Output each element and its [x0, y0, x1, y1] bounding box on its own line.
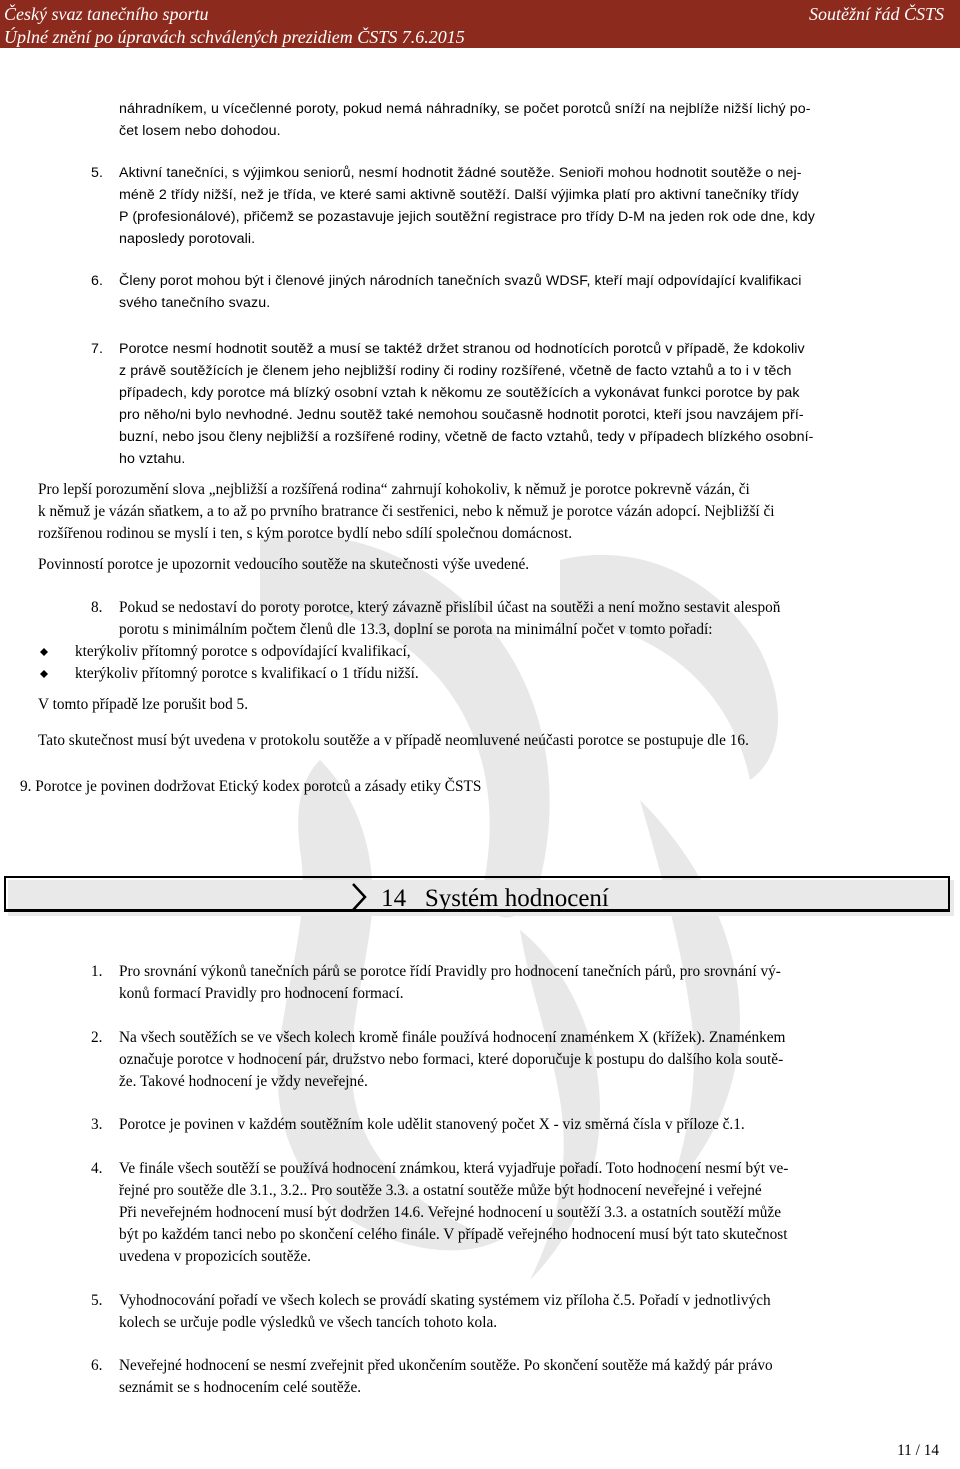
text-line: uvedena v propozicích soutěže. — [119, 1248, 311, 1265]
text-line: Ve finále všech soutěží se používá hodnocení známkou, která vyjadřuje pořadí. Toto hodnocení nesmí být ve- — [119, 1160, 789, 1177]
organization-name: Český svaz tanečního sportu — [4, 4, 209, 24]
item-number: 8. — [91, 599, 103, 616]
section-number: 14 — [381, 885, 407, 912]
text-line: že. Takové hodnocení je vždy neveřejné. — [119, 1073, 368, 1090]
text-line: pro něho/ni bylo nevhodné. Jednu soutěž také nemohou současně hodnotit porotci, kteří jsou navzájem pří- — [119, 407, 804, 423]
item-number: 1. — [91, 963, 103, 980]
text-line: seznámit se s hodnocením celé soutěže. — [119, 1379, 362, 1396]
text-line: Členy porot mohou být i členové jiných národních tanečních svazů WDSF, kteří mají odpovídající kvalifikaci — [119, 273, 802, 289]
text-line: svého tanečního svazu. — [119, 295, 271, 311]
text-line: Pro srovnání výkonů tanečních párů se porotce řídí Pravidly pro hodnocení tanečních párů, pro srovnání vý- — [119, 963, 781, 980]
list-item — [91, 270, 947, 314]
text-line: Aktivní tanečníci, s výjimkou seniorů, nesmí hodnotit žádné soutěže. Senioři mohou hodnotit soutěže o nej- — [119, 165, 802, 181]
item-number: 2. — [91, 1029, 103, 1046]
item-number: 4. — [91, 1160, 103, 1177]
list-item — [91, 597, 947, 641]
text-line: buzní, nebo jsou členy nejbližší a rozšířené rodiny, včetně de facto vztahů, tedy v případech blízkého osobní- — [119, 429, 814, 445]
list-item — [91, 1114, 947, 1136]
duty-paragraph: Povinností porotce je upozornit vedoucího soutěže na skutečnosti výše uvedené. — [38, 556, 530, 573]
list-item — [91, 162, 947, 250]
text-line: Pro lepší porozumění slova „nejbližší a rozšířená rodina“ zahrnují kohokoliv, k němuž je porotce pokrevně vázán, či — [38, 481, 750, 498]
text-line: P (profesionálové), přičemž se pozastavuje jejich soutěžní registrace pro třídy D-M na jeden rok ode dne, kdy — [119, 209, 815, 225]
item-number: 5. — [91, 1292, 103, 1309]
list-item — [91, 1158, 947, 1268]
page-number: 11 / 14 — [897, 1442, 939, 1459]
text-line: označuje porotce v hodnocení pár, družstvo nebo formaci, které doporučuje k postupu do dalšího kola soutě- — [119, 1051, 784, 1068]
item-number: 5. — [91, 165, 104, 181]
continuation-paragraph — [119, 98, 945, 142]
list-item — [91, 1355, 947, 1399]
text-line: Vyhodnocování pořadí ve všech kolech se provádí skating systémem viz příloha č.5. Pořadí v jednotlivých — [119, 1292, 771, 1309]
text-line: Při neveřejném hodnocení musí být dodržen 14.6. Veřejné hodnocení u soutěží 3.3. a ostatních soutěží může — [119, 1204, 781, 1221]
document-title: Soutěžní řád ČSTS — [808, 4, 944, 24]
text-line: Porotce nesmí hodnotit soutěž a musí se taktéž držet stranou od hodnotících porotců v případě, že kdokoliv — [119, 341, 805, 357]
page-header — [0, 0, 960, 48]
list-item — [91, 1290, 947, 1334]
list-item — [91, 338, 947, 470]
text-line: náhradníkem, u vícečlenné poroty, pokud nemá náhradníky, se počet porotců sníží na nejblíže nižší lichý po- — [119, 101, 811, 117]
document-version-note: Úplné znění po úpravách schválených prezidiem ČSTS 7.6.2015 — [4, 27, 465, 47]
text-line: řejné pro soutěže dle 3.1., 3.2.. Pro soutěže 3.3. a ostatní soutěže může být hodnocení neveřejné i veřejné — [119, 1182, 762, 1199]
text-line: méně 2 třídy nižší, než je třída, ve které sami aktivně soutěží. Další výjimka platí pro aktivní tanečníky třídy — [119, 187, 799, 203]
text-line: k němuž je vázán sňatkem, a to až po prvního bratrance či sestřenici, nebo k němuž je porotce vázán adopcí. Nejbližší či — [38, 503, 775, 520]
text-line: kolech se určuje podle výsledků ve všech tancích tohoto kola. — [119, 1314, 498, 1331]
exception-note: V tomto případě lze porušit bod 5. — [38, 696, 249, 713]
item-number: 7. — [91, 341, 104, 357]
text-line: rozšířenou rodinou se myslí i ten, s kým porotce bydlí nebo sdílí společnou domácnost. — [38, 525, 573, 542]
text-line: být po každém tanci nebo po skončení celého finále. V případě veřejného hodnocení musí být tato skutečnost — [119, 1226, 788, 1243]
list-item — [91, 1027, 947, 1093]
item-number: 3. — [91, 1116, 103, 1133]
heading-arrow-icon — [351, 882, 367, 912]
text-line: naposledy porotovali. — [119, 231, 256, 247]
text-line: Neveřejné hodnocení se nesmí zveřejnit před ukončením soutěže. Po skončení soutěže má každý pár právo — [119, 1357, 773, 1374]
text-line: případech, kdy porotce má blízký osobní vztah k někomu ze soutěžících a vykonávat funkci porotce by pak — [119, 385, 800, 401]
text-line: konů formací Pravidly pro hodnocení formací. — [119, 985, 404, 1002]
bullet-text: kterýkoliv přítomný porotce s kvalifikací o 1 třídu nižší. — [75, 665, 419, 682]
item-number: 6. — [91, 273, 104, 289]
bullet-text: kterýkoliv přítomný porotce s odpovídající kvalifikací, — [75, 643, 411, 660]
protocol-note: Tato skutečnost musí být uvedena v protokolu soutěže a v případě neomluvené neúčasti porotce se postupuje dle 16. — [38, 732, 749, 749]
item-number: 6. — [91, 1357, 103, 1374]
section-title: Systém hodnocení — [424, 885, 609, 912]
text-line: z právě soutěžících je členem jeho nejbližší rodiny či rodiny rozšířené, včetně de facto vztahů a to i v těch — [119, 363, 792, 379]
text-line: Na všech soutěžích se ve všech kolech kromě finále používá hodnocení znaménkem X (křížek). Znaménkem — [119, 1029, 786, 1046]
list-item — [38, 641, 938, 663]
section-heading — [0, 877, 960, 921]
list-item: 9. Porotce je povinen dodržovat Etický kodex porotců a zásady etiky ČSTS — [20, 778, 482, 795]
list-item — [38, 663, 938, 685]
text-line: porotu s minimálním počtem členů dle 13.3, doplní se porota na minimální počet v tomto pořadí: — [119, 621, 713, 638]
text-line: Pokud se nedostaví do poroty porotce, který závazně přislíbil účast na soutěži a není možno sestavit alespoň — [119, 599, 781, 616]
family-definition-paragraph — [38, 479, 948, 545]
list-item — [91, 961, 947, 1005]
text-line: ho vztahu. — [119, 451, 186, 467]
text-line: Porotce je povinen v každém soutěžním kole udělit stanovený počet X - viz směrná čísla v příloze č.1. — [119, 1116, 745, 1133]
text-line: čet losem nebo dohodou. — [119, 123, 281, 139]
